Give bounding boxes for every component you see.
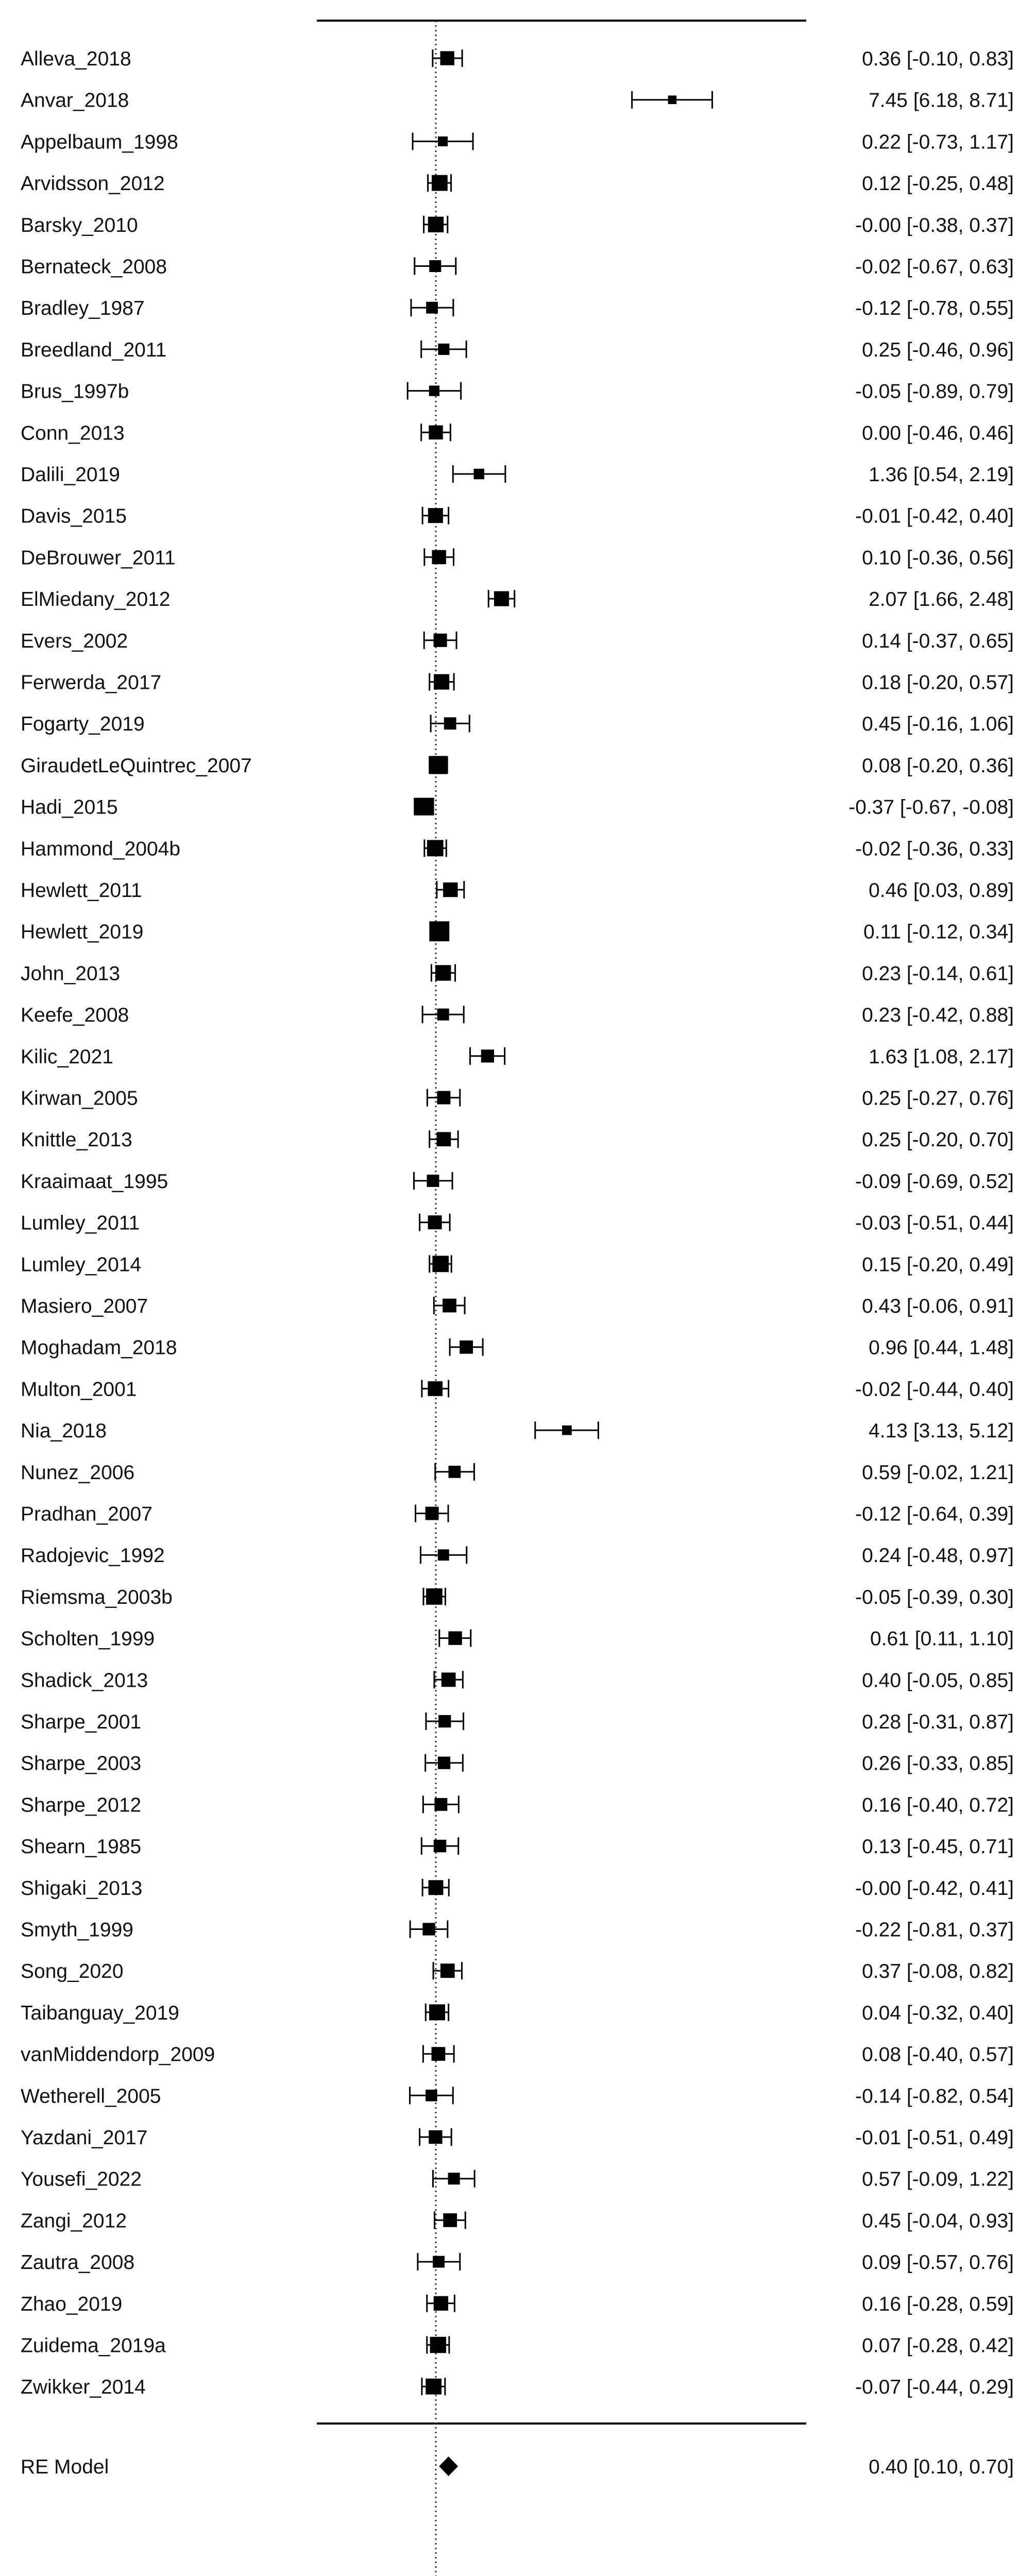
study-label: Evers_2002 — [21, 630, 128, 652]
point-estimate — [448, 1631, 462, 1645]
effect-value-label: 0.08 [-0.40, 0.57] — [862, 2043, 1014, 2066]
study-label: Taibanguay_2019 — [21, 2002, 179, 2024]
point-estimate — [428, 1381, 443, 1396]
effect-value-label: 0.40 [-0.05, 0.85] — [862, 1669, 1014, 1692]
effect-value-label: -0.00 [-0.38, 0.37] — [855, 214, 1014, 236]
study-label: Yousefi_2022 — [21, 2168, 142, 2191]
study-label: Zangi_2012 — [21, 2210, 127, 2232]
effect-value-label: 0.46 [0.03, 0.89] — [869, 879, 1014, 902]
point-estimate — [435, 965, 451, 980]
effect-value-label: 0.26 [-0.33, 0.85] — [862, 1752, 1014, 1775]
point-estimate — [428, 1215, 442, 1229]
point-estimate — [426, 2379, 441, 2395]
point-estimate — [429, 1880, 444, 1895]
study-label: Shigaki_2013 — [21, 1877, 143, 1900]
effect-value-label: -0.01 [-0.51, 0.49] — [855, 2127, 1014, 2149]
effect-value-label: 0.04 [-0.32, 0.40] — [862, 2002, 1014, 2024]
point-estimate — [426, 302, 438, 314]
point-estimate — [426, 2090, 437, 2102]
study-label: Bernateck_2008 — [21, 256, 167, 278]
effect-value-label: 0.43 [-0.06, 0.91] — [862, 1295, 1014, 1317]
point-estimate — [448, 2173, 460, 2184]
study-label: Kirwan_2005 — [21, 1087, 138, 1110]
effect-value-label: 0.14 [-0.37, 0.65] — [862, 630, 1014, 652]
study-label: Keefe_2008 — [21, 1004, 129, 1027]
point-estimate — [429, 260, 441, 272]
effect-value-label: -0.00 [-0.42, 0.41] — [855, 1877, 1014, 1900]
point-estimate — [429, 921, 449, 941]
point-estimate — [443, 883, 457, 897]
point-estimate — [474, 469, 485, 480]
study-label: Zautra_2008 — [21, 2251, 135, 2274]
point-estimate — [444, 717, 456, 730]
point-estimate — [434, 634, 447, 647]
study-label: Hadi_2015 — [21, 796, 118, 819]
study-label: Sharpe_2003 — [21, 1752, 142, 1775]
effect-value-label: -0.03 [-0.51, 0.44] — [855, 1212, 1014, 1234]
point-estimate — [422, 1923, 435, 1935]
effect-value-label: 0.18 [-0.20, 0.57] — [862, 671, 1014, 694]
effect-value-label: -0.05 [-0.89, 0.79] — [855, 380, 1014, 403]
point-estimate — [415, 798, 433, 815]
effect-value-label: 2.07 [1.66, 2.48] — [869, 588, 1014, 611]
point-estimate — [429, 2130, 442, 2144]
point-estimate — [438, 1549, 449, 1561]
point-estimate — [434, 2296, 448, 2311]
point-estimate — [481, 1049, 494, 1062]
study-label: Breedland_2011 — [21, 338, 167, 361]
study-label: Yazdani_2017 — [21, 2127, 148, 2149]
study-label: Appelbaum_1998 — [21, 131, 178, 154]
study-label: Zhao_2019 — [21, 2293, 123, 2315]
effect-value-label: -0.02 [-0.67, 0.63] — [855, 256, 1014, 278]
study-label: Hewlett_2019 — [21, 921, 144, 943]
point-estimate — [438, 1757, 450, 1769]
point-estimate — [438, 1715, 451, 1727]
effect-value-label: 0.59 [-0.02, 1.21] — [862, 1461, 1014, 1484]
point-estimate — [432, 2047, 446, 2061]
effect-value-label: 0.00 [-0.46, 0.46] — [862, 422, 1014, 445]
study-label: Zuidema_2019a — [21, 2334, 166, 2357]
point-estimate — [440, 1963, 455, 1978]
point-estimate — [437, 1009, 449, 1021]
effect-value-label: -0.05 [-0.39, 0.30] — [855, 1586, 1014, 1608]
point-estimate — [433, 2256, 445, 2268]
point-estimate — [428, 217, 444, 232]
summary-label: RE Model — [21, 2456, 109, 2478]
point-estimate — [432, 175, 448, 191]
effect-value-label: 0.45 [-0.04, 0.93] — [862, 2210, 1014, 2232]
study-label: Zwikker_2014 — [21, 2376, 146, 2399]
point-estimate — [432, 550, 446, 564]
study-label: Riemsma_2003b — [21, 1586, 173, 1608]
point-estimate — [443, 2213, 457, 2227]
effect-value-label: -0.22 [-0.81, 0.37] — [855, 1919, 1014, 1941]
effect-value-label: 0.23 [-0.42, 0.88] — [862, 1004, 1014, 1027]
effect-value-label: 0.57 [-0.09, 1.22] — [862, 2168, 1014, 2191]
effect-value-label: 0.09 [-0.57, 0.76] — [862, 2251, 1014, 2274]
study-label: Sharpe_2001 — [21, 1711, 142, 1733]
effect-value-label: -0.14 [-0.82, 0.54] — [855, 2085, 1014, 2108]
study-label: Ferwerda_2017 — [21, 671, 162, 694]
effect-value-label: 0.13 [-0.45, 0.71] — [862, 1836, 1014, 1858]
effect-value-label: -0.37 [-0.67, -0.08] — [848, 796, 1014, 819]
study-label: John_2013 — [21, 962, 121, 985]
point-estimate — [460, 1341, 473, 1354]
study-label: Anvar_2018 — [21, 89, 129, 112]
point-estimate — [427, 840, 444, 856]
point-estimate — [668, 95, 677, 104]
effect-value-label: 7.45 [6.18, 8.71] — [869, 89, 1014, 112]
study-label: Knittle_2013 — [21, 1129, 132, 1151]
study-label: Sharpe_2012 — [21, 1794, 142, 1817]
study-label: Hammond_2004b — [21, 838, 181, 860]
point-estimate — [437, 1132, 451, 1146]
study-label: Masiero_2007 — [21, 1295, 148, 1317]
study-label: Lumley_2014 — [21, 1253, 142, 1276]
study-label: Nunez_2006 — [21, 1461, 135, 1484]
point-estimate — [429, 756, 447, 774]
study-label: Fogarty_2019 — [21, 713, 145, 736]
study-label: Wetherell_2005 — [21, 2085, 161, 2108]
effect-value-label: 0.61 [0.11, 1.10] — [870, 1628, 1014, 1650]
effect-value-label: 0.07 [-0.28, 0.42] — [862, 2334, 1014, 2357]
effect-value-label: 0.25 [-0.46, 0.96] — [862, 338, 1014, 361]
point-estimate — [440, 51, 454, 65]
effect-value-label: -0.01 [-0.42, 0.40] — [855, 505, 1014, 528]
effect-value-label: 1.63 [1.08, 2.17] — [869, 1045, 1014, 1068]
effect-value-label: 0.16 [-0.40, 0.72] — [862, 1794, 1014, 1817]
effect-value-label: 0.11 [-0.12, 0.34] — [863, 921, 1014, 943]
point-estimate — [432, 1256, 449, 1272]
study-label: Alleva_2018 — [21, 48, 131, 70]
point-estimate — [426, 1588, 443, 1605]
effect-value-label: 1.36 [0.54, 2.19] — [869, 464, 1014, 486]
effect-value-label: 0.45 [-0.16, 1.06] — [862, 713, 1014, 736]
study-label: Shadick_2013 — [21, 1669, 148, 1692]
study-label: vanMiddendorp_2009 — [21, 2043, 215, 2066]
point-estimate — [429, 2004, 445, 2020]
study-label: Dalili_2019 — [21, 464, 120, 486]
summary-diamond — [439, 2456, 458, 2476]
effect-value-label: 0.24 [-0.48, 0.97] — [862, 1545, 1014, 1567]
point-estimate — [448, 1466, 461, 1478]
effect-value-label: 0.10 [-0.36, 0.56] — [862, 547, 1014, 569]
study-label: Radojevic_1992 — [21, 1545, 165, 1567]
summary-value-label: 0.40 [0.10, 0.70] — [869, 2456, 1014, 2478]
effect-value-label: 0.22 [-0.73, 1.17] — [862, 131, 1014, 154]
study-label: Shearn_1985 — [21, 1836, 142, 1858]
effect-value-label: 0.96 [0.44, 1.48] — [869, 1336, 1014, 1359]
effect-value-label: 0.25 [-0.20, 0.70] — [862, 1129, 1014, 1151]
point-estimate — [438, 344, 449, 355]
point-estimate — [430, 2337, 446, 2353]
point-estimate — [429, 426, 443, 439]
study-label: Song_2020 — [21, 1960, 124, 1983]
point-estimate — [438, 137, 448, 146]
study-label: Conn_2013 — [21, 422, 125, 445]
point-estimate — [494, 591, 509, 606]
point-estimate — [434, 1840, 446, 1852]
point-estimate — [428, 508, 443, 523]
effect-value-label: 0.28 [-0.31, 0.87] — [862, 1711, 1014, 1733]
point-estimate — [427, 1175, 439, 1187]
effect-value-label: 0.12 [-0.25, 0.48] — [862, 173, 1014, 195]
point-estimate — [429, 385, 439, 396]
study-label: Brus_1997b — [21, 380, 129, 403]
study-label: GiraudetLeQuintrec_2007 — [21, 754, 252, 777]
effect-value-label: -0.09 [-0.69, 0.52] — [855, 1170, 1014, 1193]
effect-value-label: 0.37 [-0.08, 0.82] — [862, 1960, 1014, 1983]
study-label: Moghadam_2018 — [21, 1336, 177, 1359]
study-label: Arvidsson_2012 — [21, 173, 165, 195]
study-label: Kraaimaat_1995 — [21, 1170, 168, 1193]
effect-value-label: 0.15 [-0.20, 0.49] — [862, 1253, 1014, 1276]
point-estimate — [443, 1299, 456, 1313]
effect-value-label: -0.02 [-0.44, 0.40] — [855, 1378, 1014, 1401]
study-label: Lumley_2011 — [21, 1212, 140, 1234]
effect-value-label: 0.16 [-0.28, 0.59] — [862, 2293, 1014, 2315]
study-label: DeBrouwer_2011 — [21, 547, 176, 569]
effect-value-label: 0.36 [-0.10, 0.83] — [862, 48, 1014, 70]
study-label: Nia_2018 — [21, 1420, 107, 1443]
study-label: Scholten_1999 — [21, 1628, 155, 1650]
study-label: Bradley_1987 — [21, 297, 145, 320]
effect-value-label: 0.08 [-0.20, 0.36] — [862, 754, 1014, 777]
study-label: Pradhan_2007 — [21, 1503, 152, 1526]
point-estimate — [434, 1798, 447, 1811]
effect-value-label: -0.12 [-0.78, 0.55] — [855, 297, 1014, 320]
point-estimate — [434, 674, 449, 689]
effect-value-label: -0.12 [-0.64, 0.39] — [855, 1503, 1014, 1526]
effect-value-label: 0.23 [-0.14, 0.61] — [862, 962, 1014, 985]
study-label: Smyth_1999 — [21, 1919, 133, 1941]
study-label: Kilic_2021 — [21, 1045, 113, 1068]
point-estimate — [441, 1672, 456, 1687]
point-estimate — [437, 1091, 450, 1105]
study-label: Barsky_2010 — [21, 214, 138, 236]
study-label: Multon_2001 — [21, 1378, 137, 1401]
effect-value-label: -0.07 [-0.44, 0.29] — [855, 2376, 1014, 2399]
study-label: ElMiedany_2012 — [21, 588, 171, 611]
study-label: Davis_2015 — [21, 505, 127, 528]
effect-value-label: 4.13 [3.13, 5.12] — [869, 1420, 1014, 1443]
point-estimate — [562, 1426, 572, 1435]
effect-value-label: -0.02 [-0.36, 0.33] — [855, 838, 1014, 860]
study-label: Hewlett_2011 — [21, 879, 142, 902]
point-estimate — [426, 1507, 439, 1520]
effect-value-label: 0.25 [-0.27, 0.76] — [862, 1087, 1014, 1110]
